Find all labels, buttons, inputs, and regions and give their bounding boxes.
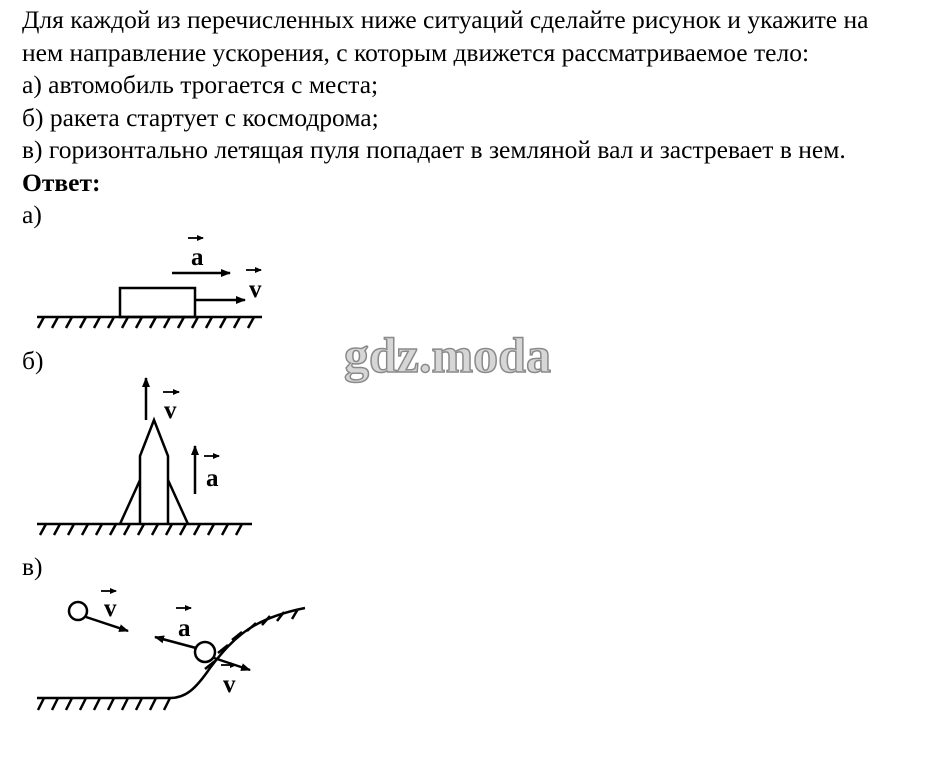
answer-heading: Ответ: — [22, 167, 101, 197]
problem-line-1: Для каждой из перечисленных ниже ситуаций сделайте рисунок и укажите на — [22, 5, 869, 34]
svg-text:v: v — [104, 595, 117, 622]
bullet-stuck-v-label — [221, 665, 236, 698]
part-c-label: в) — [22, 552, 43, 581]
svg-text:a: a — [178, 615, 191, 642]
bullet-v-label — [101, 591, 117, 622]
bullet-stuck — [195, 642, 215, 662]
watermark: gdz.moda — [344, 327, 551, 383]
problem-line-2: нем направление ускорения, с которым движется рассматриваемое тело: — [22, 37, 810, 67]
svg-text:v: v — [249, 276, 262, 303]
bullet-flying — [69, 602, 87, 620]
part-b-label: б) — [22, 346, 44, 375]
svg-text:a: a — [191, 244, 204, 271]
car-body — [120, 288, 195, 317]
car-v-label — [246, 270, 262, 303]
ground-c — [37, 608, 305, 710]
rocket — [120, 420, 188, 524]
problem-line-a: а) автомобиль трогается с места; — [22, 70, 379, 99]
ground-b — [37, 524, 252, 535]
car-a-label — [188, 238, 204, 271]
svg-text:a: a — [206, 465, 219, 492]
rocket-v-label — [163, 392, 179, 424]
svg-text:v: v — [164, 397, 177, 424]
bullet-stuck-velocity-arrow — [214, 658, 250, 670]
svg-text:v: v — [223, 671, 236, 698]
bullet-a-label — [176, 608, 191, 642]
part-a-label: а) — [22, 200, 42, 229]
problem-line-c: в) горизонтально летящая пуля попадает в земляной вал и застревает в нем. — [22, 135, 846, 164]
problem-line-b: б) ракета стартует с космодрома; — [22, 102, 379, 132]
rocket-a-label — [204, 456, 219, 492]
ground-a — [37, 317, 262, 328]
